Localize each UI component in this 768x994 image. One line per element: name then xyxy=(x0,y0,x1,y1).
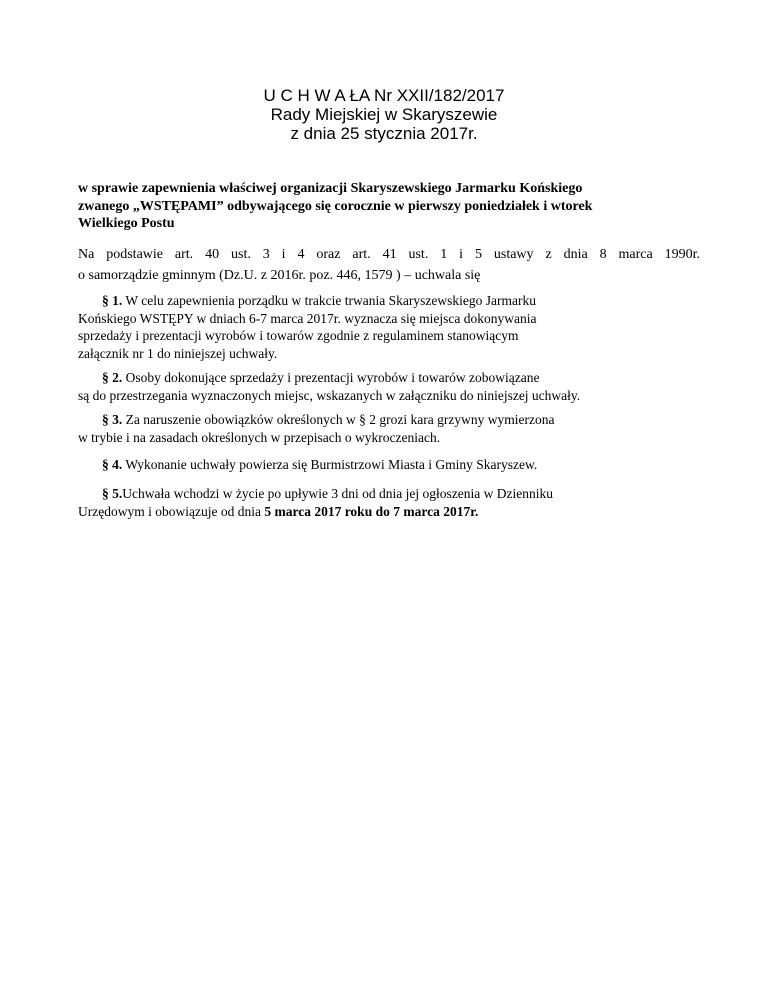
paragraph-text: Urzędowym i obowiązuje od dnia xyxy=(78,503,265,519)
subject-line: Wielkiego Postu xyxy=(78,216,175,231)
council-name: Rady Miejskiej w Skaryszewie xyxy=(270,105,498,124)
paragraph-1 xyxy=(78,292,718,362)
paragraph-line: Końskiego WSTĘPY w dniach 6-7 marca 2017r. wyznacza się miejsca dokonywania xyxy=(78,310,537,326)
paragraph-number: § 3. xyxy=(102,412,123,427)
legal-basis-line: Na podstawie art. 40 ust. 3 i 4 oraz art. 41 ust. 1 i 5 ustawy z dnia 8 marca 1990r. xyxy=(78,247,700,262)
paragraph-line xyxy=(78,485,718,503)
paragraph-text: Wykonanie uchwały powierza się Burmistrzowi Miasta i Gminy Skaryszew. xyxy=(122,457,538,472)
paragraph-line xyxy=(78,503,718,521)
paragraph-line: załącznik nr 1 do niniejszej uchwały. xyxy=(78,345,278,361)
paragraph-number: § 1. xyxy=(102,293,123,308)
document-header xyxy=(0,86,768,143)
paragraph-text: Osoby dokonujące sprzedaży i prezentacji wyrobów i towarów zobowiązane xyxy=(122,370,540,385)
paragraph-line xyxy=(78,292,718,310)
resolution-title: U C H W A ŁA Nr XXII/182/2017 xyxy=(263,86,505,105)
paragraph-line xyxy=(78,369,718,387)
legal-basis-line: o samorządzie gminnym (Dz.U. z 2016r. poz. 446, 1579 ) – uchwala się xyxy=(78,268,481,283)
paragraph-line xyxy=(78,456,718,474)
paragraph-text: Za naruszenie obowiązków określonych w § 2 grozi kara grzywny wymierzona xyxy=(122,412,555,427)
legal-basis xyxy=(78,244,700,286)
paragraph-4 xyxy=(78,456,718,474)
resolution-date: z dnia 25 stycznia 2017r. xyxy=(290,124,478,143)
resolution-subject xyxy=(78,180,698,233)
paragraph-number: § 5. xyxy=(102,486,123,501)
subject-line: zwanego „WSTĘPAMI” odbywającego się corocznie w pierwszy poniedziałek i wtorek xyxy=(78,198,593,214)
paragraph-number: § 2. xyxy=(102,370,123,385)
paragraph-number: § 4. xyxy=(102,457,123,472)
paragraph-5 xyxy=(78,485,718,520)
paragraph-2 xyxy=(78,369,718,404)
subject-line: w sprawie zapewnienia właściwej organizacji Skaryszewskiego Jarmarku Końskiego xyxy=(78,181,583,196)
paragraph-line: są do przestrzegania wyznaczonych miejsc, wskazanych w załączniku do niniejszej uchwały. xyxy=(78,387,581,403)
paragraph-text: W celu zapewnienia porządku w trakcie trwania Skaryszewskiego Jarmarku xyxy=(122,293,536,308)
paragraph-text: Uchwała wchodzi w życie po upływie 3 dni od dnia jej ogłoszenia w Dzienniku xyxy=(122,486,554,501)
paragraph-line: w trybie i na zasadach określonych w przepisach o wykroczeniach. xyxy=(78,429,441,445)
paragraph-3 xyxy=(78,411,718,446)
paragraph-line xyxy=(78,411,718,429)
effective-dates: 5 marca 2017 roku do 7 marca 2017r. xyxy=(264,503,479,519)
paragraph-line: sprzedaży i prezentacji wyrobów i towarów zgodnie z regulaminem stanowiącym xyxy=(78,328,519,343)
